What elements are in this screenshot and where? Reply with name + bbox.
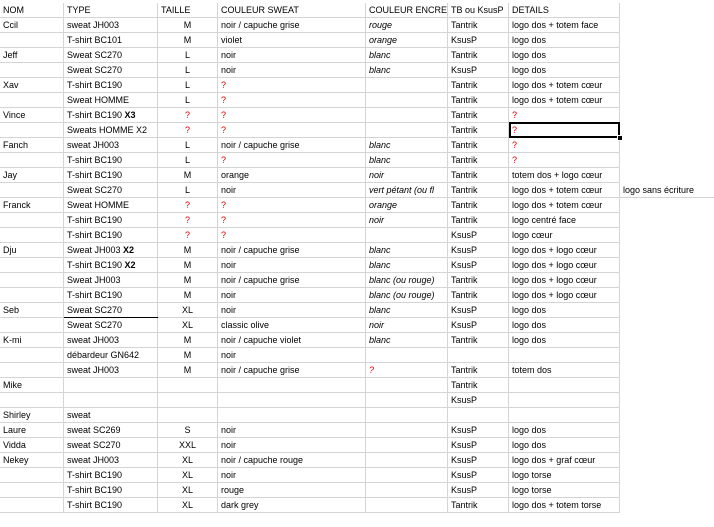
cell-tb-ksusp[interactable]: Tantrik	[448, 168, 509, 183]
header-details[interactable]: DETAILS	[509, 3, 620, 18]
cell-couleur-sweat[interactable]: ?	[218, 123, 366, 138]
cell-type[interactable]: sweat JH003	[64, 333, 158, 348]
cell-couleur-sweat[interactable]: ?	[218, 93, 366, 108]
cell-nom[interactable]: Nekey	[0, 453, 64, 468]
cell-tb-ksusp[interactable]: KsusP	[448, 228, 509, 243]
cell-taille[interactable]: L	[158, 138, 218, 153]
cell-couleur-encre[interactable]: blanc (ou rouge)	[366, 288, 448, 303]
cell-nom[interactable]: Shirley	[0, 408, 64, 423]
cell-couleur-sweat[interactable]: noir	[218, 303, 366, 318]
cell-couleur-sweat[interactable]: noir / capuche grise	[218, 363, 366, 378]
cell-details[interactable]	[509, 393, 620, 408]
cell-tb-ksusp[interactable]: KsusP	[448, 243, 509, 258]
cell-couleur-encre[interactable]	[366, 108, 448, 123]
type-quantity: X2	[120, 245, 135, 255]
cell-couleur-encre[interactable]: blanc	[366, 243, 448, 258]
cell-type[interactable]: sweat JH003	[64, 363, 158, 378]
cell-couleur-sweat[interactable]: noir	[218, 288, 366, 303]
cell-tb-ksusp[interactable]: KsusP	[448, 318, 509, 333]
cell-nom[interactable]	[0, 63, 64, 78]
cell-type[interactable]: Sweat HOMME	[64, 93, 158, 108]
cell-type[interactable]: T-shirt BC190	[64, 288, 158, 303]
cell-nom[interactable]: Xav	[0, 78, 64, 93]
cell-details[interactable]: logo dos + totem cœur	[509, 183, 620, 198]
cell-taille[interactable]: M	[158, 273, 218, 288]
cell-taille[interactable]: M	[158, 33, 218, 48]
cell-tb-ksusp[interactable]: Tantrik	[448, 363, 509, 378]
cell-taille[interactable]: XL	[158, 498, 218, 513]
cell-type[interactable]: Sweat SC270	[64, 183, 158, 198]
cell-nom[interactable]	[0, 183, 64, 198]
header-taille[interactable]: TAILLE	[158, 3, 218, 18]
cell-tb-ksusp[interactable]: KsusP	[448, 303, 509, 318]
cell-tb-ksusp[interactable]: Tantrik	[448, 498, 509, 513]
cell-details[interactable]: logo dos + totem cœur	[509, 78, 620, 93]
cell-details[interactable]: logo dos	[509, 33, 620, 48]
cell-taille[interactable]	[158, 408, 218, 423]
cell-type[interactable]: T-shirt BC190 X3	[64, 108, 158, 123]
cell-couleur-encre[interactable]: vert pétant (ou fl	[366, 183, 448, 198]
cell-details[interactable]: ?	[509, 138, 620, 153]
cell-couleur-sweat[interactable]: ?	[218, 213, 366, 228]
cell-nom[interactable]: Ccil	[0, 18, 64, 33]
cell-type[interactable]: Sweat JH003	[64, 273, 158, 288]
cell-couleur-sweat[interactable]: noir	[218, 48, 366, 63]
cell-taille[interactable]: XL	[158, 468, 218, 483]
cell-taille[interactable]: M	[158, 168, 218, 183]
cell-type[interactable]: T-shirt BC190	[64, 168, 158, 183]
cell-couleur-sweat[interactable]: ?	[218, 108, 366, 123]
cell-type[interactable]: Sweat SC270	[64, 48, 158, 63]
header-couleur-sweat[interactable]: COULEUR SWEAT	[218, 3, 366, 18]
cell-tb-ksusp[interactable]	[448, 408, 509, 423]
cell-underline	[64, 317, 158, 318]
cell-couleur-encre[interactable]: blanc	[366, 333, 448, 348]
cell-type[interactable]: sweat SC270	[64, 438, 158, 453]
cell-tb-ksusp[interactable]: Tantrik	[448, 198, 509, 213]
cell-nom[interactable]: Seb	[0, 303, 64, 318]
cell-couleur-encre[interactable]	[366, 78, 448, 93]
cell-nom[interactable]: Franck	[0, 198, 64, 213]
cell-type[interactable]: T-shirt BC190	[64, 468, 158, 483]
cell-taille[interactable]: M	[158, 18, 218, 33]
cell-taille[interactable]: XL	[158, 303, 218, 318]
cell-details[interactable]: logo dos	[509, 303, 620, 318]
cell-couleur-encre[interactable]: orange	[366, 198, 448, 213]
cell-tb-ksusp[interactable]: Tantrik	[448, 288, 509, 303]
cell-couleur-encre[interactable]	[366, 393, 448, 408]
cell-type[interactable]: Sweat SC270	[64, 303, 158, 318]
cell-couleur-sweat[interactable]: noir	[218, 183, 366, 198]
cell-tb-ksusp[interactable]: Tantrik	[448, 78, 509, 93]
cell-type[interactable]: Sweats HOMME X2	[64, 123, 158, 138]
cell-tb-ksusp[interactable]: Tantrik	[448, 333, 509, 348]
cell-taille[interactable]: XXL	[158, 438, 218, 453]
cell-details[interactable]: logo dos + logo cœur	[509, 273, 620, 288]
cell-couleur-sweat[interactable]: classic olive	[218, 318, 366, 333]
cell-tb-ksusp[interactable]: Tantrik	[448, 93, 509, 108]
cell-taille[interactable]: M	[158, 258, 218, 273]
cell-couleur-sweat[interactable]: ?	[218, 228, 366, 243]
cell-taille[interactable]: S	[158, 423, 218, 438]
cell-couleur-sweat[interactable]: violet	[218, 33, 366, 48]
cell-details[interactable]: totem dos + logo cœur	[509, 168, 620, 183]
header-tb-ksusp[interactable]: TB ou KsusP	[448, 3, 509, 18]
cell-details[interactable]: logo cœur	[509, 228, 620, 243]
cell-type[interactable]: T-shirt BC190 X2	[64, 258, 158, 273]
cell-nom[interactable]: Mike	[0, 378, 64, 393]
cell-nom[interactable]	[0, 93, 64, 108]
cell-taille[interactable]: L	[158, 183, 218, 198]
cell-details[interactable]: logo dos	[509, 438, 620, 453]
cell-taille[interactable]: ?	[158, 228, 218, 243]
cell-taille[interactable]: M	[158, 348, 218, 363]
cell-tb-ksusp[interactable]: KsusP	[448, 63, 509, 78]
cell-couleur-sweat[interactable]: ?	[218, 198, 366, 213]
cell-couleur-sweat[interactable]: noir	[218, 63, 366, 78]
cell-details[interactable]: logo dos	[509, 333, 620, 348]
cell-details[interactable]: logo dos	[509, 63, 620, 78]
cell-tb-ksusp[interactable]: Tantrik	[448, 183, 509, 198]
cell-taille[interactable]: ?	[158, 198, 218, 213]
cell-type[interactable]: sweat JH003	[64, 453, 158, 468]
cell-couleur-encre[interactable]	[366, 348, 448, 363]
cell-tb-ksusp[interactable]: KsusP	[448, 393, 509, 408]
cell-nom[interactable]: K-mi	[0, 333, 64, 348]
cell-couleur-sweat[interactable]: noir	[218, 258, 366, 273]
header-type[interactable]: TYPE	[64, 3, 158, 18]
cell-tb-ksusp[interactable]: Tantrik	[448, 273, 509, 288]
cell-nom[interactable]: Fanch	[0, 138, 64, 153]
cell-type[interactable]: T-shirt BC101	[64, 33, 158, 48]
cell-details[interactable]: logo torse	[509, 483, 620, 498]
cell-extra[interactable]: logo sans écriture	[620, 183, 714, 198]
cell-couleur-sweat[interactable]	[218, 378, 366, 393]
cell-couleur-encre[interactable]: ?	[366, 363, 448, 378]
cell-type[interactable]: débardeur GN642	[64, 348, 158, 363]
cell-details[interactable]: logo dos + totem torse	[509, 498, 620, 513]
cell-details[interactable]: logo dos + logo cœur	[509, 258, 620, 273]
cell-couleur-encre[interactable]: blanc	[366, 138, 448, 153]
cell-couleur-sweat[interactable]: ?	[218, 78, 366, 93]
cell-details[interactable]	[509, 408, 620, 423]
cell-couleur-sweat[interactable]: noir / capuche grise	[218, 243, 366, 258]
cell-taille[interactable]	[158, 393, 218, 408]
cell-taille[interactable]: ?	[158, 108, 218, 123]
cell-couleur-sweat[interactable]	[218, 393, 366, 408]
cell-couleur-encre[interactable]	[366, 438, 448, 453]
cell-tb-ksusp[interactable]: KsusP	[448, 438, 509, 453]
cell-couleur-sweat[interactable]: noir	[218, 423, 366, 438]
cell-couleur-sweat[interactable]: rouge	[218, 483, 366, 498]
cell-tb-ksusp[interactable]: Tantrik	[448, 48, 509, 63]
cell-nom[interactable]	[0, 123, 64, 138]
cell-taille[interactable]: XL	[158, 483, 218, 498]
cell-couleur-sweat[interactable]: noir	[218, 348, 366, 363]
cell-details[interactable]: logo torse	[509, 468, 620, 483]
fill-handle[interactable]	[617, 135, 623, 141]
cell-details[interactable]: logo dos + logo cœur	[509, 243, 620, 258]
cell-type[interactable]	[64, 393, 158, 408]
cell-type[interactable]: sweat SC269	[64, 423, 158, 438]
cell-type[interactable]: T-shirt BC190	[64, 483, 158, 498]
cell-couleur-encre[interactable]: blanc	[366, 153, 448, 168]
cell-couleur-encre[interactable]: orange	[366, 33, 448, 48]
cell-tb-ksusp[interactable]: KsusP	[448, 423, 509, 438]
cell-type[interactable]: T-shirt BC190	[64, 153, 158, 168]
cell-nom[interactable]	[0, 468, 64, 483]
cell-details[interactable]: totem dos	[509, 363, 620, 378]
cell-tb-ksusp[interactable]: Tantrik	[448, 138, 509, 153]
cell-taille[interactable]: L	[158, 78, 218, 93]
cell-couleur-encre[interactable]	[366, 498, 448, 513]
cell-taille[interactable]: L	[158, 153, 218, 168]
cell-nom[interactable]	[0, 363, 64, 378]
cell-tb-ksusp[interactable]: KsusP	[448, 258, 509, 273]
cell-tb-ksusp[interactable]: Tantrik	[448, 378, 509, 393]
cell-nom[interactable]: Jay	[0, 168, 64, 183]
cell-tb-ksusp[interactable]: Tantrik	[448, 213, 509, 228]
cell-tb-ksusp[interactable]: KsusP	[448, 33, 509, 48]
cell-couleur-sweat[interactable]	[218, 408, 366, 423]
cell-couleur-sweat[interactable]: noir / capuche violet	[218, 333, 366, 348]
cell-couleur-encre[interactable]: noir	[366, 213, 448, 228]
cell-taille[interactable]: M	[158, 333, 218, 348]
cell-nom[interactable]	[0, 288, 64, 303]
cell-couleur-sweat[interactable]: dark grey	[218, 498, 366, 513]
cell-couleur-sweat[interactable]: noir / capuche grise	[218, 138, 366, 153]
cell-details[interactable]: logo dos	[509, 48, 620, 63]
cell-nom[interactable]: Jeff	[0, 48, 64, 63]
cell-type[interactable]: Sweat HOMME	[64, 198, 158, 213]
cell-details[interactable]: logo dos + totem cœur	[509, 93, 620, 108]
cell-details[interactable]	[509, 378, 620, 393]
cell-nom[interactable]	[0, 393, 64, 408]
cell-nom[interactable]	[0, 318, 64, 333]
cell-taille[interactable]: L	[158, 63, 218, 78]
cell-couleur-encre[interactable]: blanc	[366, 303, 448, 318]
cell-taille[interactable]: L	[158, 93, 218, 108]
cell-couleur-encre[interactable]	[366, 453, 448, 468]
cell-type[interactable]: Sweat SC270	[64, 318, 158, 333]
cell-type[interactable]: Sweat SC270	[64, 63, 158, 78]
cell-taille[interactable]: M	[158, 243, 218, 258]
cell-details[interactable]: logo dos + graf cœur	[509, 453, 620, 468]
cell-type[interactable]: T-shirt BC190	[64, 498, 158, 513]
cell-couleur-encre[interactable]	[366, 228, 448, 243]
cell-couleur-encre[interactable]	[366, 93, 448, 108]
cell-details[interactable]: logo dos + totem face	[509, 18, 620, 33]
cell-taille[interactable]	[158, 378, 218, 393]
cell-type[interactable]: sweat JH003	[64, 18, 158, 33]
cell-couleur-encre[interactable]	[366, 423, 448, 438]
cell-couleur-encre[interactable]	[366, 378, 448, 393]
cell-couleur-encre[interactable]	[366, 123, 448, 138]
cell-couleur-encre[interactable]: blanc	[366, 258, 448, 273]
cell-nom[interactable]: Vince	[0, 108, 64, 123]
cell-couleur-encre[interactable]: blanc (ou rouge)	[366, 273, 448, 288]
header-nom[interactable]: NOM	[0, 3, 64, 18]
cell-type[interactable]	[64, 378, 158, 393]
cell-nom[interactable]	[0, 228, 64, 243]
cell-type[interactable]: sweat	[64, 408, 158, 423]
cell-nom[interactable]	[0, 258, 64, 273]
cell-taille[interactable]: ?	[158, 123, 218, 138]
type-quantity: X2	[122, 260, 136, 270]
cell-couleur-sweat[interactable]: noir	[218, 468, 366, 483]
cell-type[interactable]: sweat JH003	[64, 138, 158, 153]
cell-taille[interactable]: XL	[158, 453, 218, 468]
cell-type[interactable]: Sweat JH003 X2	[64, 243, 158, 258]
cell-couleur-encre[interactable]: rouge	[366, 18, 448, 33]
cell-tb-ksusp[interactable]: KsusP	[448, 468, 509, 483]
cell-tb-ksusp[interactable]: Tantrik	[448, 123, 509, 138]
cell-couleur-encre[interactable]: blanc	[366, 63, 448, 78]
cell-type[interactable]: T-shirt BC190	[64, 78, 158, 93]
cell-details[interactable]: logo dos + totem cœur	[509, 198, 620, 213]
cell-couleur-sweat[interactable]: noir / capuche rouge	[218, 453, 366, 468]
cell-nom[interactable]: Dju	[0, 243, 64, 258]
cell-details[interactable]	[509, 348, 620, 363]
cell-taille[interactable]: L	[158, 48, 218, 63]
cell-tb-ksusp[interactable]: Tantrik	[448, 18, 509, 33]
cell-details[interactable]: ?	[509, 123, 620, 138]
cell-nom[interactable]	[0, 213, 64, 228]
cell-couleur-sweat[interactable]: orange	[218, 168, 366, 183]
cell-nom[interactable]	[0, 498, 64, 513]
cell-couleur-sweat[interactable]: ?	[218, 153, 366, 168]
cell-couleur-encre[interactable]	[366, 408, 448, 423]
cell-details[interactable]: logo centré face	[509, 213, 620, 228]
cell-couleur-encre[interactable]	[366, 468, 448, 483]
header-couleur-encre[interactable]: COULEUR ENCRE	[366, 3, 448, 18]
cell-tb-ksusp[interactable]: KsusP	[448, 453, 509, 468]
selected-cell-outline[interactable]	[509, 122, 620, 138]
cell-nom[interactable]: Laure	[0, 423, 64, 438]
cell-details[interactable]: ?	[509, 108, 620, 123]
cell-taille[interactable]: M	[158, 288, 218, 303]
cell-couleur-sweat[interactable]: noir / capuche grise	[218, 18, 366, 33]
cell-taille[interactable]: XL	[158, 318, 218, 333]
cell-couleur-encre[interactable]	[366, 483, 448, 498]
cell-taille[interactable]: ?	[158, 213, 218, 228]
cell-nom[interactable]	[0, 483, 64, 498]
cell-nom[interactable]	[0, 153, 64, 168]
cell-couleur-encre[interactable]: noir	[366, 318, 448, 333]
cell-details[interactable]: logo dos	[509, 423, 620, 438]
cell-type[interactable]: T-shirt BC190	[64, 228, 158, 243]
cell-couleur-encre[interactable]: noir	[366, 168, 448, 183]
type-quantity: X3	[122, 110, 136, 120]
cell-couleur-encre[interactable]: blanc	[366, 48, 448, 63]
cell-taille[interactable]: M	[158, 363, 218, 378]
cell-details[interactable]: ?	[509, 153, 620, 168]
cell-tb-ksusp[interactable]	[448, 348, 509, 363]
cell-type[interactable]: T-shirt BC190	[64, 213, 158, 228]
cell-couleur-sweat[interactable]: noir / capuche grise	[218, 273, 366, 288]
cell-couleur-sweat[interactable]: noir	[218, 438, 366, 453]
cell-nom[interactable]	[0, 273, 64, 288]
cell-tb-ksusp[interactable]: Tantrik	[448, 108, 509, 123]
cell-nom[interactable]	[0, 33, 64, 48]
cell-details[interactable]: logo dos + logo cœur	[509, 288, 620, 303]
cell-nom[interactable]: Vidda	[0, 438, 64, 453]
cell-tb-ksusp[interactable]: KsusP	[448, 483, 509, 498]
cell-tb-ksusp[interactable]: Tantrik	[448, 153, 509, 168]
cell-nom[interactable]	[0, 348, 64, 363]
cell-details[interactable]: logo dos	[509, 318, 620, 333]
